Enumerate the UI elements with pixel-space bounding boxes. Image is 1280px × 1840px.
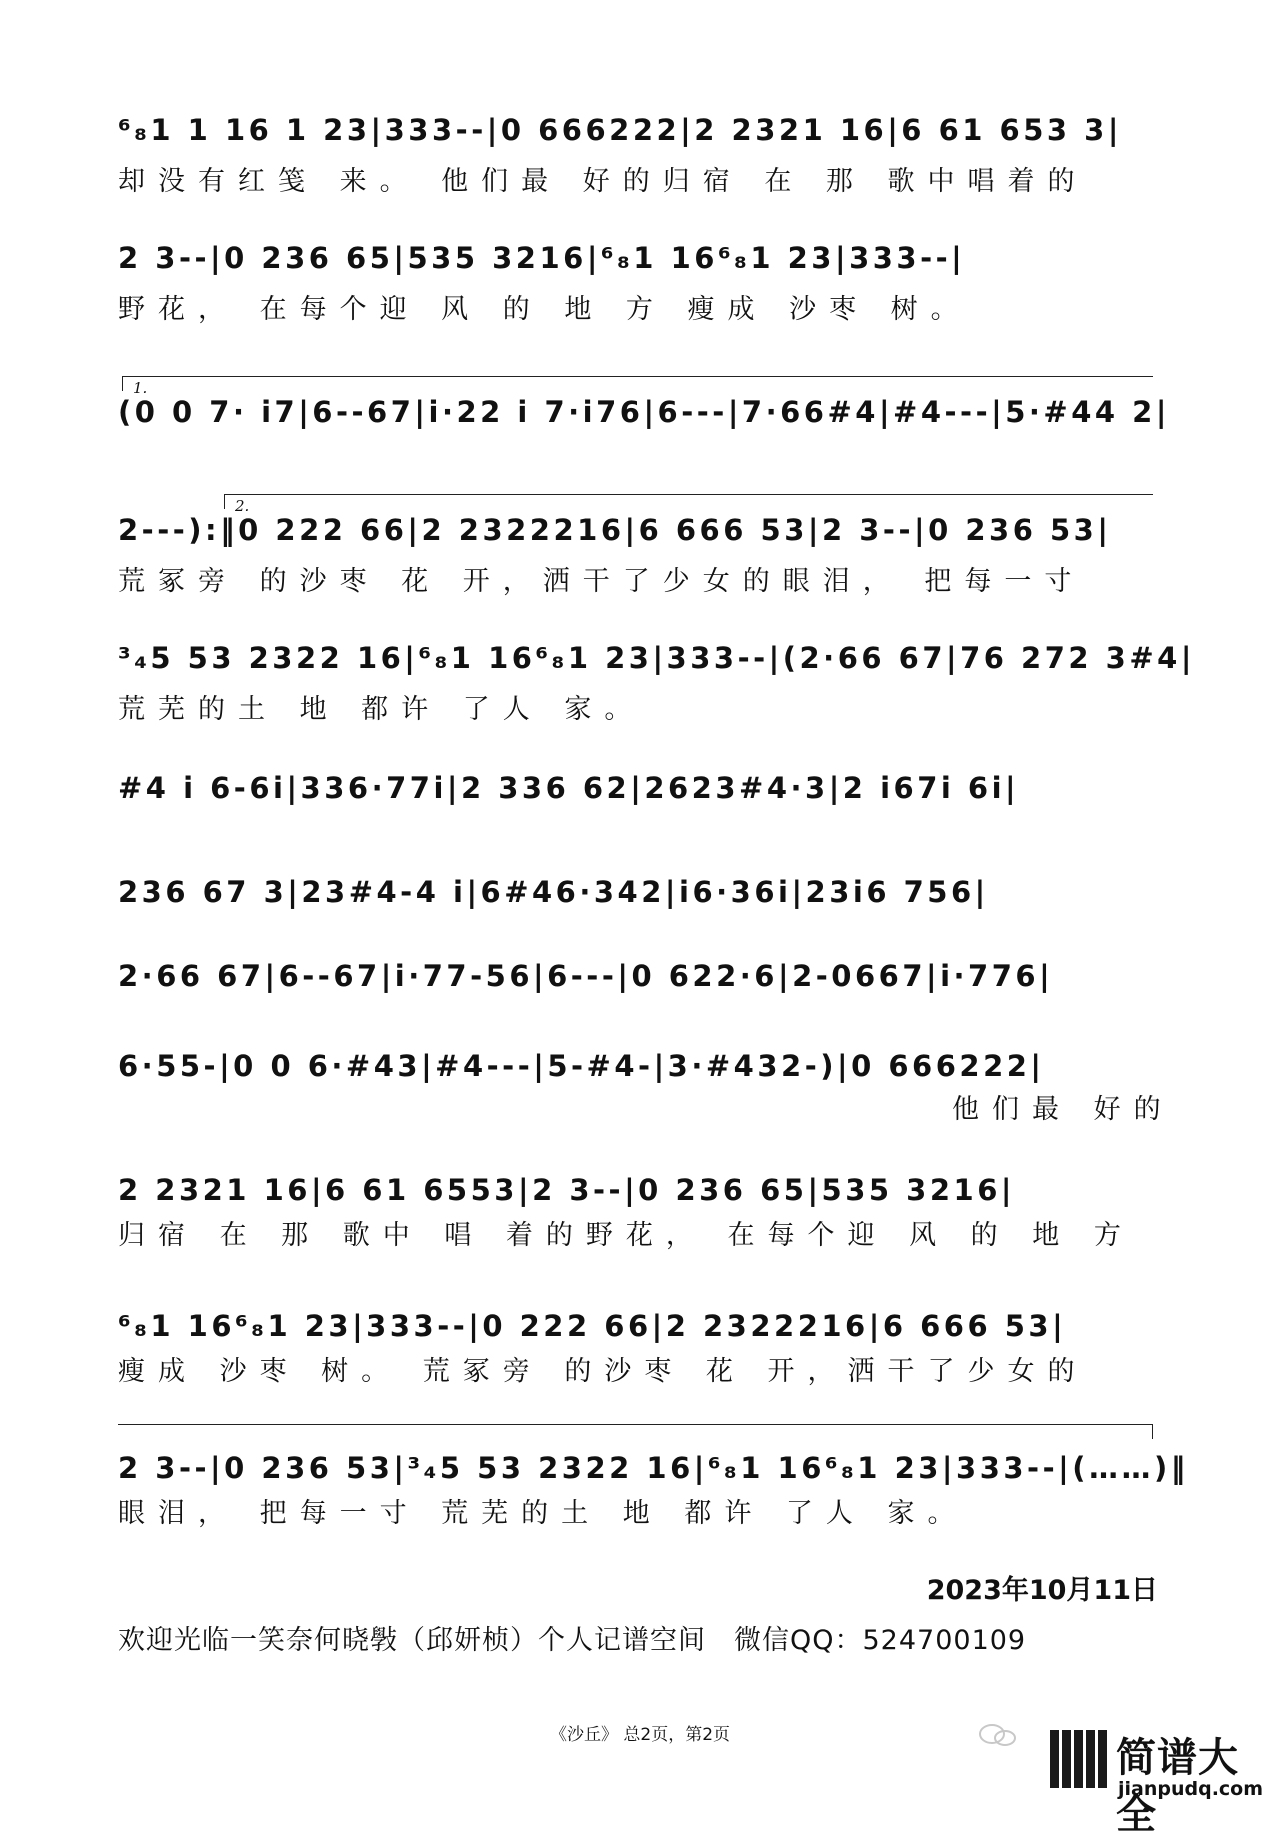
lyrics-line: 眼泪， 把每一寸 荒芜的土 地 都许 了人 家。	[118, 1498, 968, 1529]
notation-line: ³₄5 53 2322 16|⁶₈1 16⁶₈1 23|333--|(2·66 67|76 272 3#4|	[118, 641, 1195, 675]
logo-url: jianpudq.com	[1118, 1778, 1264, 1800]
notation-line: 2 2321 16|6 61 6553|2 3--|0 236 65|535 3216|	[118, 1173, 1015, 1207]
lyrics-line: 野花， 在每个迎 风 的 地 方 瘦成 沙枣 树。	[118, 294, 971, 325]
lyrics-line: 荒芜的土 地 都许 了人 家。	[118, 694, 645, 725]
notation-line: #4 i 6-6i|336·77i|2 336 62|2623#4·3|2 i67i 6i|	[118, 771, 1020, 805]
wechat-watermark-icon	[978, 1722, 1048, 1748]
notation-line: 2 3--|0 236 53|³₄5 53 2322 16|⁶₈1 16⁶₈1 23|333--|(……)‖	[118, 1451, 1189, 1485]
lyrics-line: 瘦成 沙枣 树。 荒冢旁 的沙枣 花 开，洒干了少女的	[118, 1356, 1088, 1387]
first-ending-bracket	[122, 376, 1153, 397]
notation-line: 236 67 3|23#4-4 i|6#46·342|i6·36i|23i6 756|	[118, 875, 989, 909]
volta-label: 1.	[133, 379, 148, 397]
notation-line: ⁶₈1 16⁶₈1 23|333--|0 222 66|2 2322216|6 666 53|	[118, 1309, 1067, 1343]
end-bracket	[118, 1424, 1153, 1439]
date-stamp: 2023年10月11日	[926, 1575, 1158, 1606]
lyrics-line: 他们最 好的	[952, 1094, 1174, 1125]
author-note: 欢迎光临一笑奈何晓斅（邱妍桢）个人记谱空间 微信QQ：524700109	[118, 1625, 1027, 1656]
notation-line: 2 3--|0 236 65|535 3216|⁶₈1 16⁶₈1 23|333--|	[118, 241, 966, 275]
lyrics-line: 荒冢旁 的沙枣 花 开，洒干了少女的眼泪， 把每一寸	[118, 566, 1085, 597]
notation-line: 2·66 67|6--67|i·77-56|6---|0 622·6|2-0667|i·776|	[118, 959, 1054, 993]
page-number: 《沙丘》 总2页，第2页	[549, 1725, 731, 1745]
volta-label: 2.	[235, 497, 250, 515]
notation-line: ⁶₈1 1 16 1 23|333--|0 666222|2 2321 16|6 61 653 3|	[118, 113, 1122, 147]
second-ending-bracket	[224, 494, 1153, 515]
notation-line: 6·55-|0 0 6·#43|#4---|5-#4-|3·#432-)|0 666222|	[118, 1049, 1045, 1083]
site-logo	[1050, 1724, 1275, 1838]
logo-name: 简谱大全	[1116, 1735, 1239, 1838]
notation-line: (0 0 7· i7|6--67|i·22 i 7·i76|6---|7·66#4|#4---|5·#44 2|	[118, 395, 1170, 429]
lyrics-line: 归宿 在 那 歌中 唱 着的野花， 在每个迎 风 的 地 方	[118, 1220, 1134, 1251]
piano-keys-icon	[1050, 1730, 1108, 1788]
lyrics-line: 却没有红笺 来。 他们最 好的归宿 在 那 歌中唱着的	[118, 166, 1088, 197]
notation-line: 2---):‖0 222 66|2 2322216|6 666 53|2 3--|0 236 53|	[118, 513, 1112, 547]
